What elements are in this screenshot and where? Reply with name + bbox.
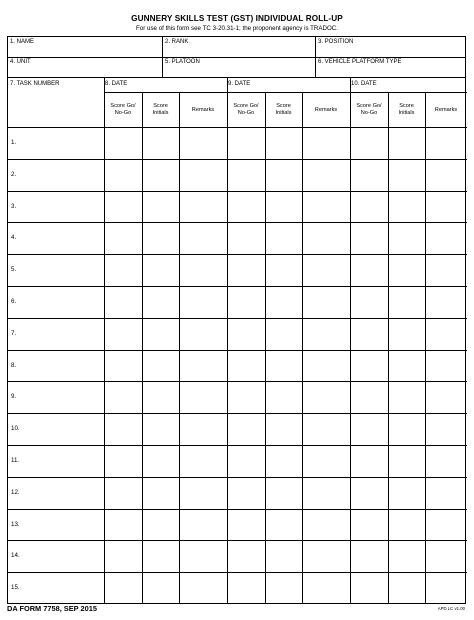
task-roll-up-table — [7, 78, 466, 604]
remarks-header: Remarks — [314, 107, 338, 113]
task-row-number: 3. — [11, 203, 17, 210]
task-row-number: 8. — [11, 362, 17, 369]
row-divider — [8, 350, 467, 351]
score-initials-header: Score Initials — [152, 103, 169, 116]
task-row-number: 1. — [11, 139, 17, 146]
unit-field[interactable] — [8, 57, 163, 77]
score-initials-header: Score Initials — [398, 103, 415, 116]
task-row-number: 7. — [11, 330, 17, 337]
sub-column-divider — [388, 92, 389, 604]
row-divider — [8, 540, 467, 541]
row-divider — [8, 222, 467, 223]
row-divider — [8, 413, 467, 414]
column-divider — [350, 78, 351, 604]
date-header-10[interactable]: 10. DATE — [351, 81, 377, 87]
date-header-8[interactable]: 8. DATE — [105, 81, 128, 87]
row-divider — [8, 159, 467, 160]
task-row-number: 14. — [11, 552, 20, 559]
row-divider — [8, 572, 467, 573]
task-row-number: 13. — [11, 521, 20, 528]
task-row-number: 5. — [11, 266, 17, 273]
task-row-number: 9. — [11, 393, 17, 400]
task-row-number: 15. — [11, 584, 20, 591]
form-subtitle: For use of this form see TC 3-20.31-1; the proponent agency is TRADOC. — [136, 25, 338, 32]
name-field[interactable] — [8, 37, 163, 57]
task-row-number: 4. — [11, 234, 17, 241]
sub-column-divider — [142, 92, 143, 604]
sub-column-divider — [265, 92, 266, 604]
form-version: APD LC v1.00 — [437, 606, 465, 611]
remarks-header: Remarks — [434, 107, 458, 113]
remarks-header: Remarks — [191, 107, 215, 113]
header-bottom-divider — [8, 127, 467, 128]
task-row-number: 12. — [11, 489, 20, 496]
date-header-divider — [104, 92, 467, 93]
vehicle-platform-label: 6. VEHICLE PLATFORM TYPE — [318, 59, 402, 65]
form-identifier: DA FORM 7758, SEP 2015 — [7, 604, 97, 613]
score-go-nogo-header: Score Go/ No-Go — [233, 103, 259, 116]
score-go-nogo-header: Score Go/ No-Go — [356, 103, 382, 116]
task-row-number: 6. — [11, 298, 17, 305]
row-divider — [8, 254, 467, 255]
rank-field[interactable] — [163, 37, 316, 57]
position-field[interactable] — [316, 37, 467, 57]
unit-label: 4. UNIT — [10, 59, 31, 65]
row-divider — [8, 381, 467, 382]
task-row-number: 11. — [11, 457, 20, 464]
platoon-label: 5. PLATOON — [165, 59, 200, 65]
task-number-header: 7. TASK NUMBER — [10, 81, 60, 87]
position-label: 3. POSITION — [318, 39, 354, 45]
personal-info-section — [7, 36, 466, 78]
sub-column-divider — [179, 92, 180, 604]
score-initials-header: Score Initials — [275, 103, 292, 116]
task-row-number: 2. — [11, 171, 17, 178]
row-divider — [8, 191, 467, 192]
column-divider — [104, 78, 105, 604]
row-divider — [8, 286, 467, 287]
form-title: GUNNERY SKILLS TEST (GST) INDIVIDUAL ROLL-UP — [131, 14, 343, 23]
column-divider — [227, 78, 228, 604]
row-divider — [8, 318, 467, 319]
date-header-9[interactable]: 9. DATE — [228, 81, 251, 87]
sub-column-divider — [425, 92, 426, 604]
row-divider — [8, 445, 467, 446]
score-go-nogo-header: Score Go/ No-Go — [110, 103, 136, 116]
row-divider — [8, 477, 467, 478]
task-row-number: 10. — [11, 425, 20, 432]
rank-label: 2. RANK — [165, 39, 189, 45]
sub-column-divider — [302, 92, 303, 604]
vehicle-platform-field[interactable] — [316, 57, 467, 77]
row-divider — [8, 509, 467, 510]
platoon-field[interactable] — [163, 57, 316, 77]
name-label: 1. NAME — [10, 39, 35, 45]
